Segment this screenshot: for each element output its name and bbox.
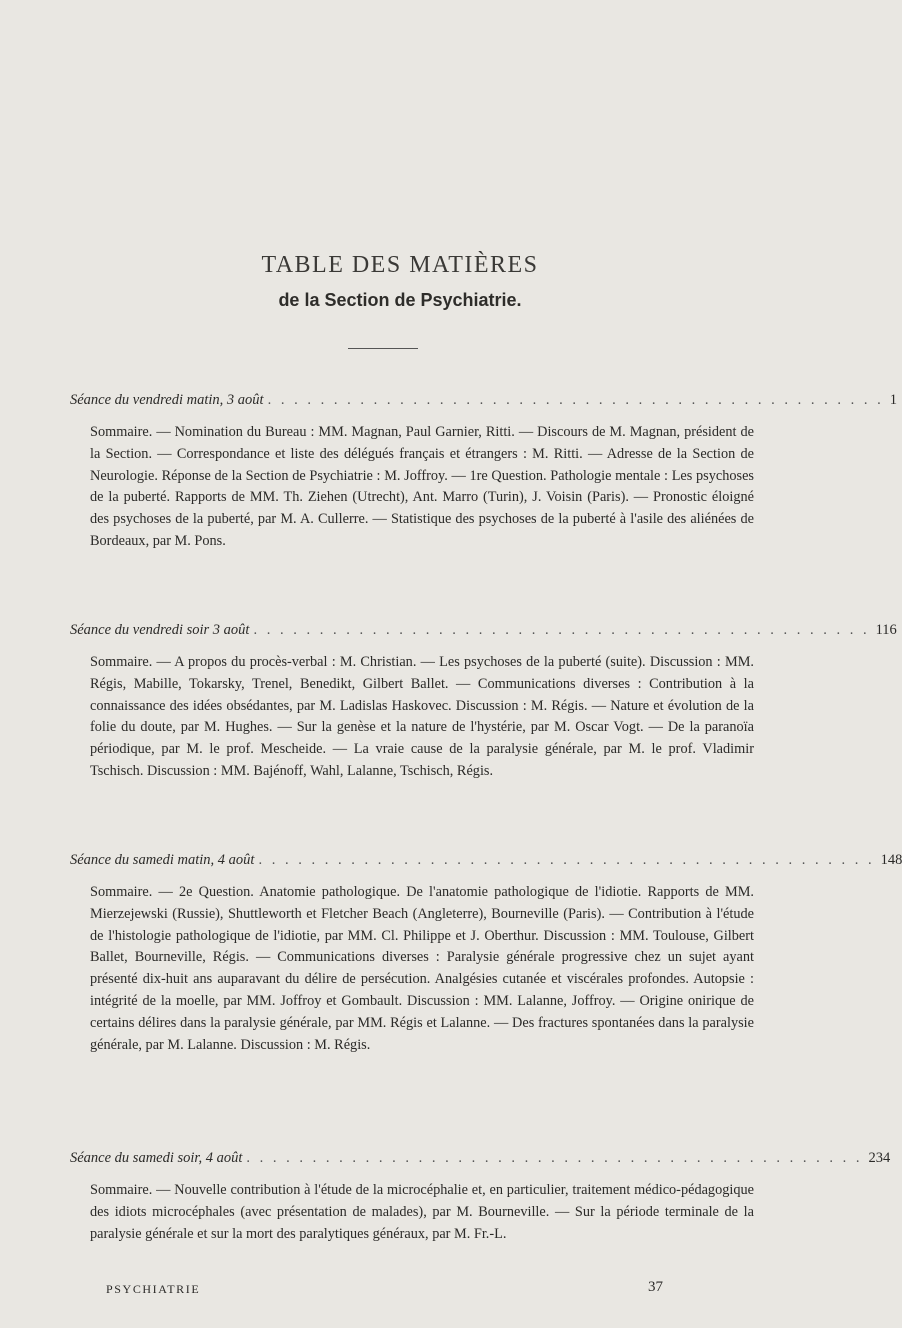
signature-number: 37 bbox=[648, 1279, 663, 1295]
session-heading bbox=[70, 852, 902, 874]
session-summary: Sommaire. — A propos du procès-verbal : M. Christian. — Les psychoses de la puberté (suite). Discussion : MM. Régis, Mabille, Tokarsky, Trenel, Benedikt, Gilbert Ballet. — Communications diverses : Contribution à la connaissance des idées obsédantes, par M. Ladislas Haskovec. Discussion : M. Régis. — Nature et évolution de la folie du doute, par M. Hughes. — Sur la genèse et la nature de l'hystérie, par M. Oscar Vogt. — De la paranoïa périodique, par M. le prof. Mescheide. — La vraie cause de la paralysie générale, par M. le prof. Vladimir Tschisch. Discussion : MM. Bajénoff, Wahl, Lalanne, Tschisch, Régis. bbox=[90, 654, 754, 779]
session-title: Séance du samedi matin, 4 août bbox=[70, 852, 255, 868]
title-divider bbox=[348, 348, 418, 349]
session-summary: Sommaire. — Nouvelle contribution à l'étude de la microcéphalie et, en particulier, traitement médico-pédagogique des idiots microcéphales (avec présentation de malades), par M. Bourneville. — Sur la période terminale de la paralysie générale et sur la mort des paralytiques généraux, par M. Fr.-L. bbox=[90, 1182, 754, 1242]
session-heading bbox=[70, 622, 897, 644]
session-title: Séance du vendredi matin, 3 août bbox=[70, 392, 264, 408]
dot-leader: . . . . . . . . . . . . . . . . . . . . . . . . . . . . . . . . . . . . . . . . . . . . . . . bbox=[246, 1150, 863, 1166]
session-summary: Sommaire. — 2e Question. Anatomie pathologique. De l'anatomie pathologique de l'idiotie. Rapports de MM. Mierzejewski (Russie), Shuttleworth et Fletcher Beach (Angleterre), Bourneville (Paris). — Contribution à l'étude de l'histologie pathologique de l'idiotie, par MM. Cl. Philippe et J. Oberthur. Discussion : MM. Toulouse, Gilbert Ballet, Bourneville, Régis. — Communications diverses : Paralysie générale progressive chez un sujet ayant présenté dix-huit ans auparavant du délire de persécution. Analgésies cutanée et viscérales profondes. Autopsie : intégrité de la moelle, par MM. Joffroy et Gombault. Discussion : MM. Lalanne, Joffroy. — Origine onirique de certains délires dans la paralysie générale, par MM. Régis et Lalanne. — Des fractures spontanées dans la paralysie générale, par M. Lalanne. Discussion : M. Régis. bbox=[90, 884, 754, 1053]
session-title: Séance du samedi soir, 4 août bbox=[70, 1150, 243, 1166]
session-title: Séance du vendredi soir 3 août bbox=[70, 622, 250, 638]
session-page-number: 1 bbox=[889, 392, 897, 408]
dot-leader: . . . . . . . . . . . . . . . . . . . . . . . . . . . . . . . . . . . . . . . . . . . . . . . bbox=[258, 852, 875, 868]
running-title: PSYCHIATRIE bbox=[106, 1282, 201, 1296]
session-page-number: 234 bbox=[868, 1150, 891, 1166]
session-heading bbox=[70, 1150, 891, 1172]
page-title: TABLE DES MATIÈRES bbox=[261, 252, 539, 278]
dot-leader: . . . . . . . . . . . . . . . . . . . . . . . . . . . . . . . . . . . . . . . . . . . . . . . bbox=[253, 622, 870, 638]
session-summary: Sommaire. — Nomination du Bureau : MM. Magnan, Paul Garnier, Ritti. — Discours de M. Magnan, président de la Section. — Correspondance et liste des délégués français et étrangers : M. Ritti. — Adresse de la Section de Neurologie. Réponse de la Section de Psychiatrie : M. Joffroy. — 1re Question. Pathologie mentale : Les psychoses de la puberté. Rapports de MM. Th. Ziehen (Utrecht), Ant. Marro (Turin), J. Voisin (Paris). — Pronostic éloigné des psychoses de la puberté, par M. A. Cullerre. — Statistique des psychoses de la puberté à l'asile des aliénées de Bordeaux, par M. Pons. bbox=[90, 424, 754, 549]
session-page-number: 148 bbox=[880, 852, 902, 868]
dot-leader: . . . . . . . . . . . . . . . . . . . . . . . . . . . . . . . . . . . . . . . . . . . . . . . bbox=[267, 392, 884, 408]
page-subtitle: de la Section de Psychiatrie. bbox=[278, 290, 522, 310]
session-page-number: 116 bbox=[875, 622, 897, 638]
session-heading bbox=[70, 392, 897, 414]
